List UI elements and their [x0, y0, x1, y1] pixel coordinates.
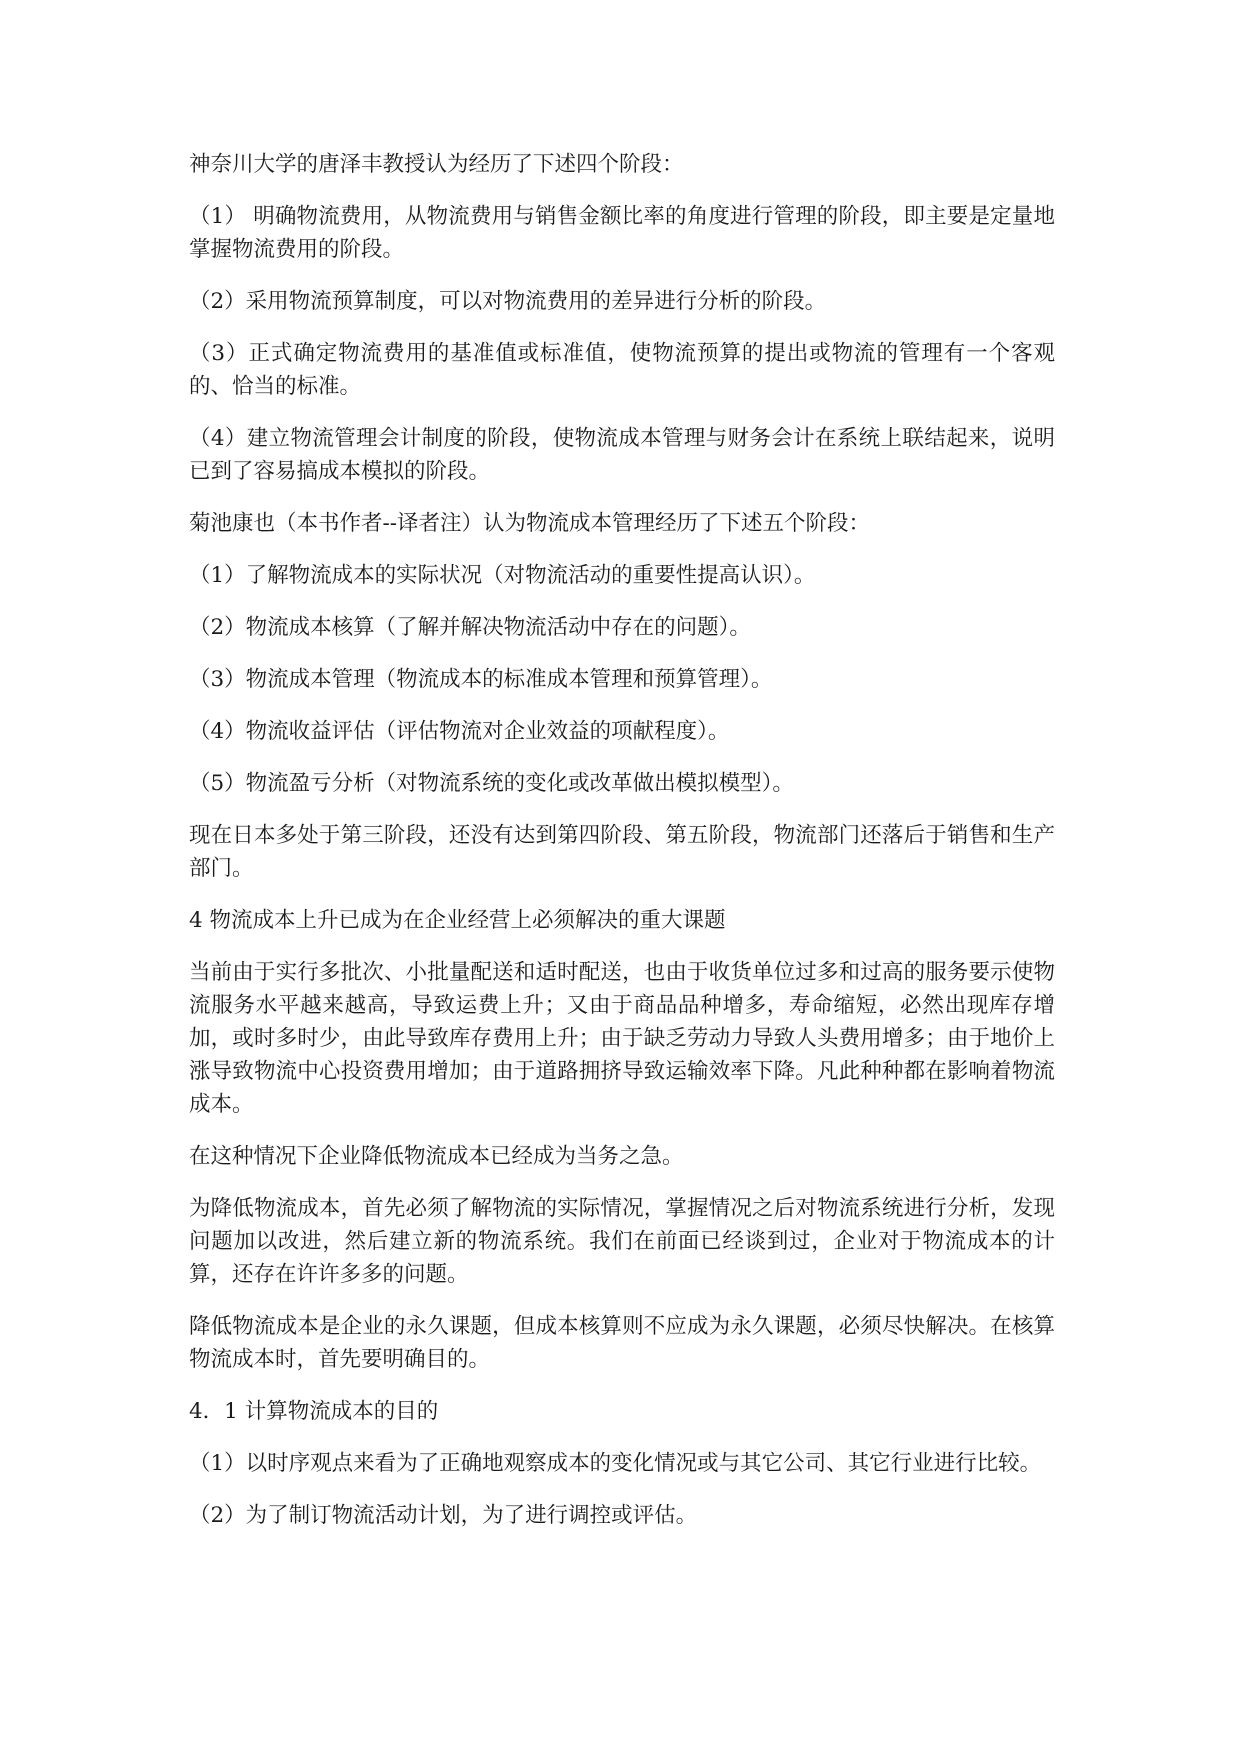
list-item: （1）了解物流成本的实际状况（对物流活动的重要性提高认识）。 [189, 563, 816, 588]
section-heading: 4 物流成本上升已成为在企业经营上必须解决的重大课题 [189, 908, 726, 933]
body-paragraph: 当前由于实行多批次、小批量配送和适时配送，也由于收货单位过多和过高的服务要示使物流服务水平越来越高，导致运费上升；又由于商品品种增多，寿命缩短，必然出现库存增加，或时多时少，由此导致库存费用上升；由于缺乏劳动力导致人头费用增多；由于地价上涨导致物流中心投资费用增加；由于道路拥挤导致运输效率下降。凡此种种都在影响着物流成本。 [189, 960, 1055, 1117]
intro-paragraph: 神奈川大学的唐泽丰教授认为经历了下述四个阶段： [189, 152, 684, 177]
list-item: （1） 明确物流费用，从物流费用与销售金额比率的角度进行管理的阶段，即主要是定量地掌握物流费用的阶段。 [189, 204, 1055, 262]
list-item: （3）正式确定物流费用的基准值或标准值，使物流预算的提出或物流的管理有一个客观的、恰当的标准。 [189, 341, 1055, 399]
body-paragraph: 菊池康也（本书作者--译者注）认为物流成本管理经历了下述五个阶段： [189, 511, 871, 536]
body-paragraph: 现在日本多处于第三阶段，还没有达到第四阶段、第五阶段，物流部门还落后于销售和生产部门。 [189, 823, 1055, 881]
document-page [189, 148, 1055, 1551]
body-paragraph: 降低物流成本是企业的永久课题，但成本核算则不应成为永久课题，必须尽快解决。在核算物流成本时，首先要明确目的。 [189, 1314, 1055, 1372]
list-item: （2）采用物流预算制度，可以对物流费用的差异进行分析的阶段。 [189, 289, 827, 314]
body-paragraph: 为降低物流成本，首先必须了解物流的实际情况，掌握情况之后对物流系统进行分析，发现问题加以改进，然后建立新的物流系统。我们在前面已经谈到过，企业对于物流成本的计算，还存在许许多多的问题。 [189, 1196, 1055, 1287]
list-item: （4）建立物流管理会计制度的阶段，使物流成本管理与财务会计在系统上联结起来，说明已到了容易搞成本模拟的阶段。 [189, 426, 1055, 484]
list-item: （3）物流成本管理（物流成本的标准成本管理和预算管理）。 [189, 667, 773, 692]
list-item: （2）为了制订物流活动计划，为了进行调控或评估。 [189, 1503, 698, 1528]
subsection-heading: 4．1 计算物流成本的目的 [189, 1399, 439, 1424]
list-item: （1）以时序观点来看为了正确地观察成本的变化情况或与其它公司、其它行业进行比较。 [189, 1451, 1042, 1476]
list-item: （5）物流盈亏分析（对物流系统的变化或改革做出模拟模型）。 [189, 771, 794, 796]
body-paragraph: 在这种情况下企业降低物流成本已经成为当务之急。 [189, 1144, 684, 1169]
list-item: （4）物流收益评估（评估物流对企业效益的项献程度）。 [189, 719, 730, 744]
list-item: （2）物流成本核算（了解并解决物流活动中存在的问题）。 [189, 615, 751, 640]
